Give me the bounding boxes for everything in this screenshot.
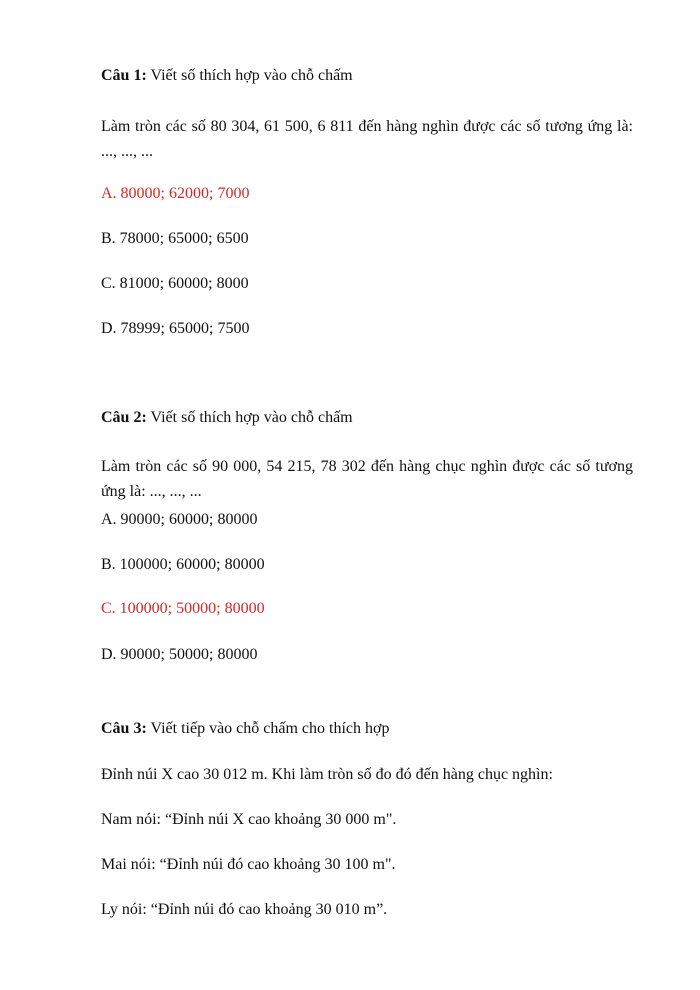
question-1-option-d: D. 78999; 65000; 7500: [101, 320, 250, 337]
question-2-option-c: C. 100000; 50000; 80000: [101, 600, 265, 617]
question-2-option-d: D. 90000; 50000; 80000: [101, 646, 258, 663]
question-3-prompt: Đỉnh núi X cao 30 012 m. Khi làm tròn số đo đó đến hàng chục nghìn:: [101, 766, 553, 783]
question-3-statement-mai: Mai nói: “Đỉnh núi đó cao khoảng 30 100 m".: [101, 856, 396, 873]
question-3-label: Câu 3:: [101, 720, 147, 737]
question-1-heading: [101, 66, 353, 86]
question-2-prompt: Làm tròn các số 90 000, 54 215, 78 302 đến hàng chục nghìn được các số tương ứng là: ..., ..., ...: [101, 458, 633, 500]
question-2-label: Câu 2:: [101, 409, 147, 426]
question-3-statement-nam: Nam nói: “Đỉnh núi X cao khoảng 30 000 m".: [101, 811, 397, 828]
question-2-option-a: A. 90000; 60000; 80000: [101, 511, 258, 528]
question-3-statement-ly: Ly nói: “Đỉnh núi đó cao khoảng 30 010 m”.: [101, 901, 388, 918]
question-1-option-a: A. 80000; 62000; 7000: [101, 185, 250, 202]
question-3-heading: [101, 719, 389, 739]
question-2-option-b: B. 100000; 60000; 80000: [101, 556, 265, 573]
question-2-instruction: Viết số thích hợp vào chỗ chấm: [150, 409, 353, 426]
question-1-option-c: C. 81000; 60000; 8000: [101, 275, 249, 292]
question-2-heading: [101, 408, 353, 428]
question-1-label: Câu 1:: [101, 67, 147, 84]
question-1-instruction: Viết số thích hợp vào chỗ chấm: [150, 67, 353, 84]
question-1-option-b: B. 78000; 65000; 6500: [101, 230, 249, 247]
question-3-instruction: Viết tiếp vào chỗ chấm cho thích hợp: [150, 720, 390, 737]
question-1-prompt: Làm tròn các số 80 304, 61 500, 6 811 đến hàng nghìn được các số tương ứng là: ..., ..., ...: [101, 118, 633, 160]
